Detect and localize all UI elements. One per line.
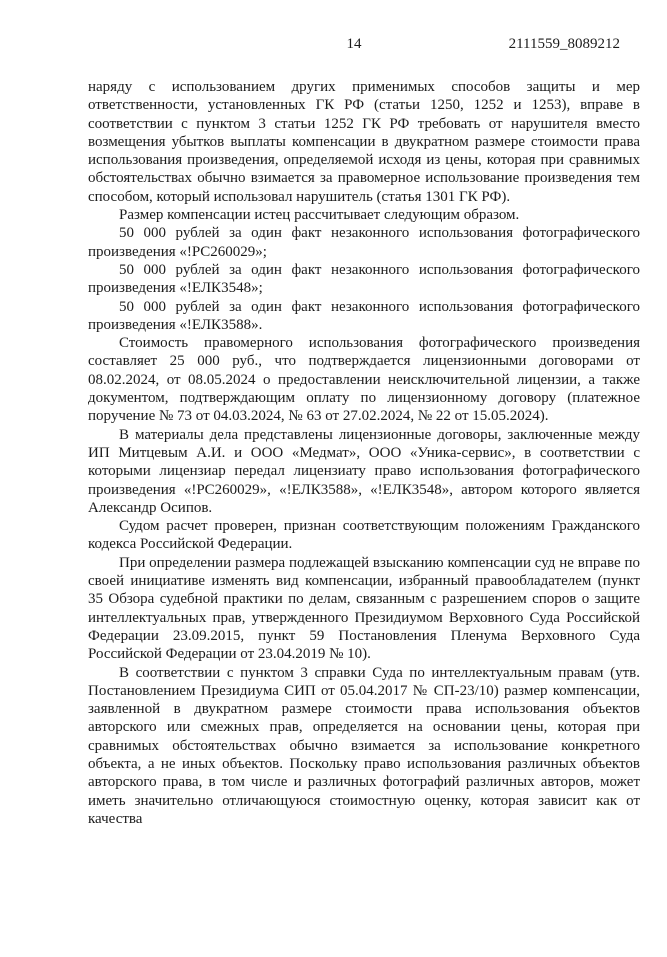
paragraph-license-agreements: В материалы дела представлены лицензионные договоры, заключенные между ИП Митцевым А.И. и ООО «Медмат», ООО «Уника-сервис», в соответствии с которыми лицензиар передал лицензиату право использования фотографического произведения «!PC260029», «!ЕЛК3588», «!ЕЛК3548», автором которого является Александр Осипов.: [88, 426, 640, 516]
paragraph-compensation-type-rule: При определении размера подлежащей взысканию компенсации суд не вправе по своей инициативе изменять вид компенсации, избранный правообладателем (пункт 35 Обзора судебной практики по делам, связанным с разрешением споров о защите интеллектуальных прав, утвержденного Президиумом Верховного Суда Российской Федерации 23.09.2015, пункт 59 Постановления Пленума Верховного Суда Российской Федерации от 23.04.2019 № 10).: [88, 554, 640, 663]
paragraph-compensation-intro: Размер компенсации истец рассчитывает следующим образом.: [119, 207, 520, 224]
paragraph-claim-item-1: 50 000 рублей за один факт незаконного использования фотографического произведения «!PC260029»;: [88, 225, 640, 260]
paragraph-continuation: наряду с использованием других применимых способов защиты и мер ответственности, установленных ГК РФ (статьи 1250, 1252 и 1253), вправе в соответствии с пунктом 3 статьи 1252 ГК РФ требовать от нарушителя вместо возмещения убытков выплаты компенсации в двукратном размере стоимости права использования произведения, определяемой исходя из цены, которая при сравнимых обстоятельствах обычно взимается за правомерное использование произведения тем способом, который использовал нарушитель (статья 1301 ГК РФ).: [88, 79, 640, 205]
paragraph-court-verification: Судом расчет проверен, признан соответствующим положениям Гражданского кодекса Российской Федерации.: [88, 518, 640, 553]
paragraph-license-cost: Стоимость правомерного использования фотографического произведения составляет 25 000 руб., что подтверждается лицензионными договорами от 08.02.2024, от 08.05.2024 о предоставлении неисключительной лицензии, а также документом, подтверждающим оплату по лицензионному договору (платежное поручение № 73 от 04.03.2024, № 63 от 27.02.2024, № 22 от 15.05.2024).: [88, 335, 640, 425]
paragraph-sip-reference: В соответствии с пунктом 3 справки Суда по интеллектуальным правам (утв. Постановлением Президиума СИП от 05.04.2017 № СП-23/10) размер компенсации, заявленной в двукратном размере стоимости права использования объектов авторского или смежных прав, определяется на основании цены, которая при сравнимых обстоятельствах обычно взимается за использование конкретного объекта, а не иных объектов. Поскольку право использования различных объектов авторского права, в том числе и различных фотографий различных авторов, может иметь значительно отличающуюся стоимостную оценку, которая зависит как от качества: [88, 664, 640, 827]
page-number: 14: [346, 36, 362, 52]
paragraph-claim-item-2: 50 000 рублей за один факт незаконного использования фотографического произведения «!ЕЛК3548»;: [88, 261, 640, 297]
paragraph-claim-item-3: 50 000 рублей за один факт незаконного использования фотографического произведения «!ЕЛК3588».: [88, 298, 640, 333]
document-id: 2111559_8089212: [508, 36, 620, 52]
page-header: [88, 35, 620, 54]
document-body: [88, 78, 640, 828]
